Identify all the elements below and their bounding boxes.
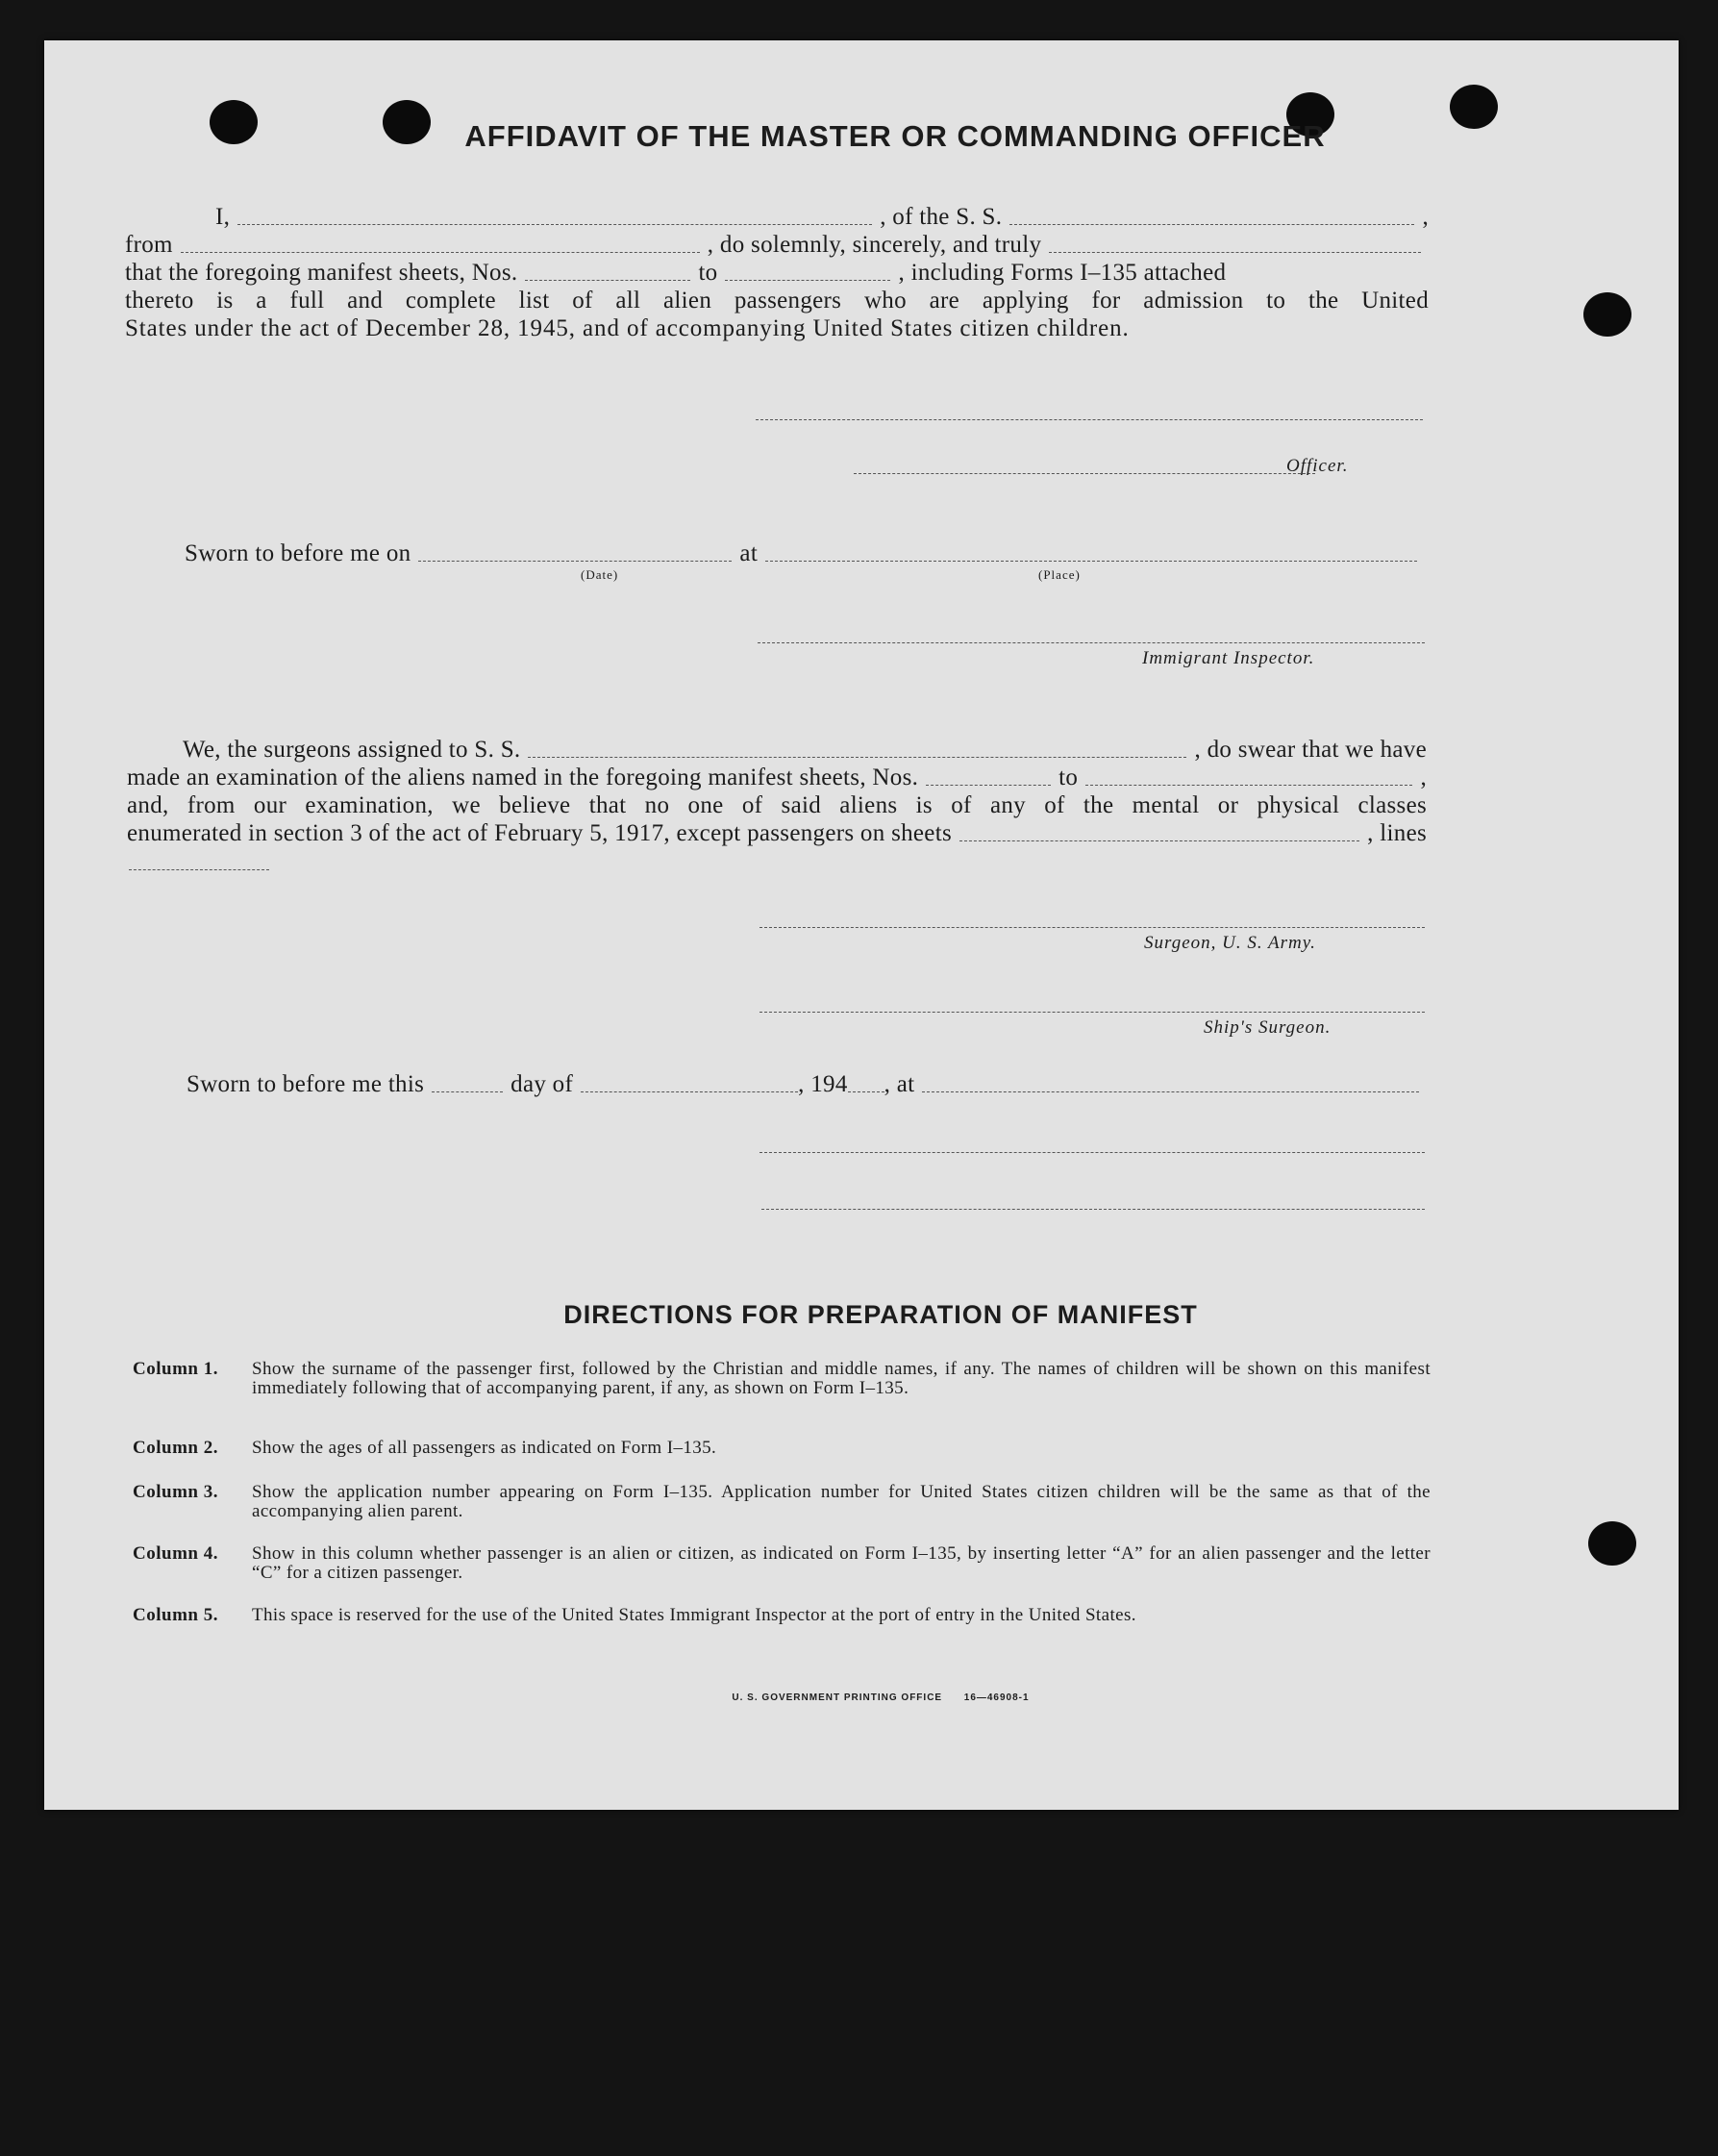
surgeons-except: enumerated in section 3 of the act of February 5, 1917, except passengers on sheets	[127, 820, 952, 846]
affidavit-line-3	[125, 260, 1429, 287]
officer-label: Officer.	[1286, 456, 1349, 476]
surgeons-to: to	[1058, 765, 1079, 790]
document-sheet	[44, 40, 1679, 1810]
sworn-line-1	[185, 540, 1425, 567]
surgeon-ship-field[interactable]	[528, 757, 1186, 758]
comma: ,	[1420, 765, 1427, 790]
port-from-field[interactable]	[181, 252, 700, 253]
sworn-date-field[interactable]	[418, 561, 732, 562]
sworn2-at: , at	[884, 1071, 915, 1097]
affidavit-from: from	[125, 232, 173, 258]
punch-hole	[1583, 292, 1631, 337]
affidavit-line-5	[125, 315, 1429, 342]
surgeon-sheet-to-field[interactable]	[1085, 785, 1412, 786]
sworn2-signature-line[interactable]	[759, 1152, 1425, 1153]
sworn-line-2	[187, 1071, 1427, 1098]
affidavit-i: I,	[215, 204, 231, 230]
inspector-label: Immigrant Inspector.	[1142, 648, 1315, 668]
affidavit-forms: , including Forms I–135 attached	[898, 260, 1227, 286]
affidavit-solemnly: , do solemnly, sincerely, and truly	[707, 232, 1042, 258]
direction-text: Show in this column whether passenger is an alien or citizen, as indicated on Form I–135, by inserting letter “A” for an alien passenger and the letter “C” for a citizen passenger.	[252, 1543, 1431, 1583]
surgeons-lines: , lines	[1367, 820, 1427, 846]
sworn2-year: , 194	[798, 1071, 848, 1097]
sworn2-month-field[interactable]	[581, 1091, 798, 1092]
directions-title: DIRECTIONS FOR PREPARATION OF MANIFEST	[563, 1300, 1198, 1329]
sworn-prefix: Sworn to before me on	[185, 540, 411, 566]
sworn-place-field[interactable]	[765, 561, 1417, 562]
sworn2-year-field[interactable]	[848, 1091, 884, 1092]
affidavit-of-ss: , of the S. S.	[880, 204, 1003, 230]
ship-surgeon-label: Ship's Surgeon.	[1204, 1017, 1332, 1038]
surgeons-swear: , do swear that we have	[1194, 737, 1427, 763]
surgeons-line-4	[127, 820, 1427, 847]
direction-text: Show the application number appearing on Form I–135. Application number for United States citizen children will be the same as that of the accompanying alien parent.	[252, 1482, 1431, 1521]
surgeons-line-3	[127, 792, 1427, 819]
ship-surgeon-signature-line[interactable]	[759, 1012, 1425, 1013]
affidavit-title: AFFIDAVIT OF THE MASTER OR COMMANDING OFFICER	[464, 119, 1326, 153]
direction-text: This space is reserved for the use of the United States Immigrant Inspector at the port of entry in the United States.	[252, 1605, 1136, 1625]
surgeons-line-2	[127, 765, 1427, 791]
except-lines-field[interactable]	[129, 869, 269, 870]
direction-item-column-4	[133, 1544, 1431, 1583]
surgeons-text: and, from our examination, we believe that no one of said aliens is of any of the mental or physical classes	[127, 792, 1427, 818]
affidavit-to: to	[698, 260, 718, 286]
affidavit-text: States under the act of December 28, 1945, and of accompanying United States citizen children.	[125, 315, 1130, 341]
direction-item-column-1	[133, 1360, 1431, 1398]
place-caption: (Place)	[1038, 567, 1081, 582]
master-name-field[interactable]	[237, 224, 872, 225]
direction-label: Column 3.	[133, 1482, 218, 1502]
ship-name-field[interactable]	[1009, 224, 1414, 225]
affidavit-line-1	[125, 204, 1429, 231]
surgeons-line-1	[127, 737, 1427, 764]
affidavit-line-4	[125, 288, 1429, 314]
direction-item-column-2	[133, 1439, 1431, 1458]
direction-item-column-5	[133, 1606, 1431, 1625]
except-sheets-field[interactable]	[959, 840, 1359, 841]
affidavit-line-2	[125, 232, 1429, 259]
surgeons-assigned: We, the surgeons assigned to S. S.	[183, 737, 521, 763]
swear-field[interactable]	[1049, 252, 1421, 253]
sworn2-day-of: day of	[510, 1071, 574, 1097]
direction-item-column-3	[133, 1483, 1431, 1521]
sheet-to-field[interactable]	[725, 280, 890, 281]
direction-label: Column 4.	[133, 1543, 218, 1564]
sworn2-title-line[interactable]	[761, 1209, 1425, 1210]
army-surgeon-signature-line[interactable]	[759, 927, 1425, 928]
surgeon-sheet-from-field[interactable]	[926, 785, 1051, 786]
direction-label: Column 2.	[133, 1438, 218, 1458]
inspector-signature-line[interactable]	[758, 642, 1425, 643]
comma: ,	[1422, 204, 1429, 230]
army-surgeon-label: Surgeon, U. S. Army.	[1144, 933, 1316, 953]
affidavit-text: thereto is a full and complete list of all alien passengers who are applying for admission to the United	[125, 288, 1429, 313]
sheet-from-field[interactable]	[525, 280, 690, 281]
sworn2-day-field[interactable]	[432, 1091, 503, 1092]
direction-text: Show the surname of the passenger first, followed by the Christian and middle names, if any. The names of children will be shown on this manifest immediately following that of accompanying parent, if any, as shown on Form I–135.	[252, 1359, 1431, 1398]
surgeons-examination: made an examination of the aliens named in the foregoing manifest sheets, Nos.	[127, 765, 919, 790]
printing-office-footer: U. S. GOVERNMENT PRINTING OFFICE 16—46908-1	[732, 1692, 1030, 1703]
date-caption: (Date)	[581, 567, 619, 582]
officer-title-line[interactable]	[854, 473, 1315, 474]
sworn-at: at	[739, 540, 759, 566]
officer-signature-line[interactable]	[756, 419, 1423, 420]
sworn2-prefix: Sworn to before me this	[187, 1071, 425, 1097]
sworn2-place-field[interactable]	[922, 1091, 1419, 1092]
direction-label: Column 5.	[133, 1605, 218, 1625]
direction-text: Show the ages of all passengers as indicated on Form I–135.	[252, 1438, 717, 1458]
punch-hole	[1588, 1521, 1636, 1566]
affidavit-manifest-nos: that the foregoing manifest sheets, Nos.	[125, 260, 518, 286]
direction-label: Column 1.	[133, 1359, 218, 1379]
